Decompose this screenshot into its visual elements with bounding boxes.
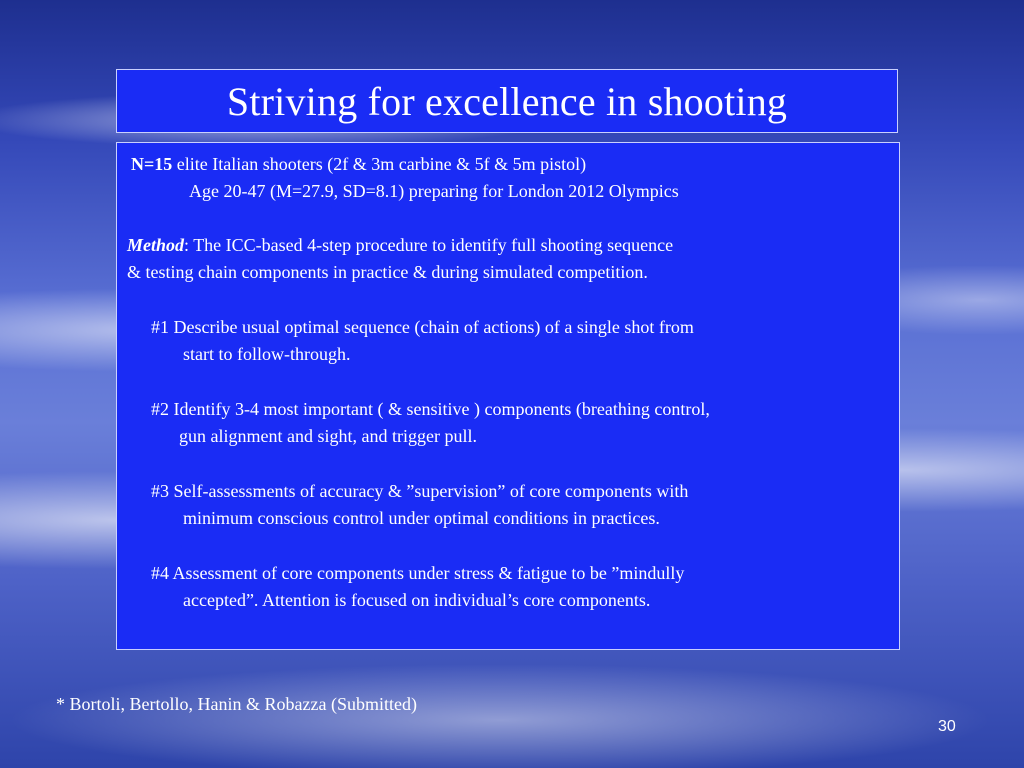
method-line	[127, 232, 673, 259]
step-3-line-1: #3 Self-assessments of accuracy & ”supervision” of core components with	[151, 481, 689, 501]
citation-footnote: * Bortoli, Bertollo, Hanin & Robazza (Submitted)	[56, 694, 417, 714]
content-box	[116, 142, 900, 650]
method-line-2: & testing chain components in practice & during simulated competition.	[127, 262, 648, 282]
age-line: Age 20-47 (M=27.9, SD=8.1) preparing for London 2012 Olympics	[189, 181, 679, 201]
step-1-line-2: start to follow-through.	[183, 344, 351, 364]
step-1-line-1: #1 Describe usual optimal sequence (chain of actions) of a single shot from	[151, 317, 694, 337]
step-2-line-1: #2 Identify 3-4 most important ( & sensitive ) components (breathing control,	[151, 399, 710, 419]
slide-title: Striving for excellence in shooting	[226, 78, 788, 124]
method-label: Method	[127, 235, 185, 255]
step-4-line-2: accepted”. Attention is focused on individual’s core components.	[183, 590, 651, 610]
step-3-line-2: minimum conscious control under optimal conditions in practices.	[183, 508, 660, 528]
sample-description: elite Italian shooters (2f & 3m carbine & 5f & 5m pistol)	[172, 154, 587, 174]
step-2-line-2: gun alignment and sight, and trigger pull.	[179, 426, 477, 446]
method-text: : The ICC-based 4-step procedure to identify full shooting sequence	[184, 235, 674, 255]
sample-size-label: N=15	[131, 154, 173, 174]
step-4-line-1: #4 Assessment of core components under stress & fatigue to be ”mindully	[151, 563, 685, 583]
page-number: 30	[938, 718, 956, 735]
title-box	[116, 69, 898, 133]
intro-line	[131, 151, 586, 178]
